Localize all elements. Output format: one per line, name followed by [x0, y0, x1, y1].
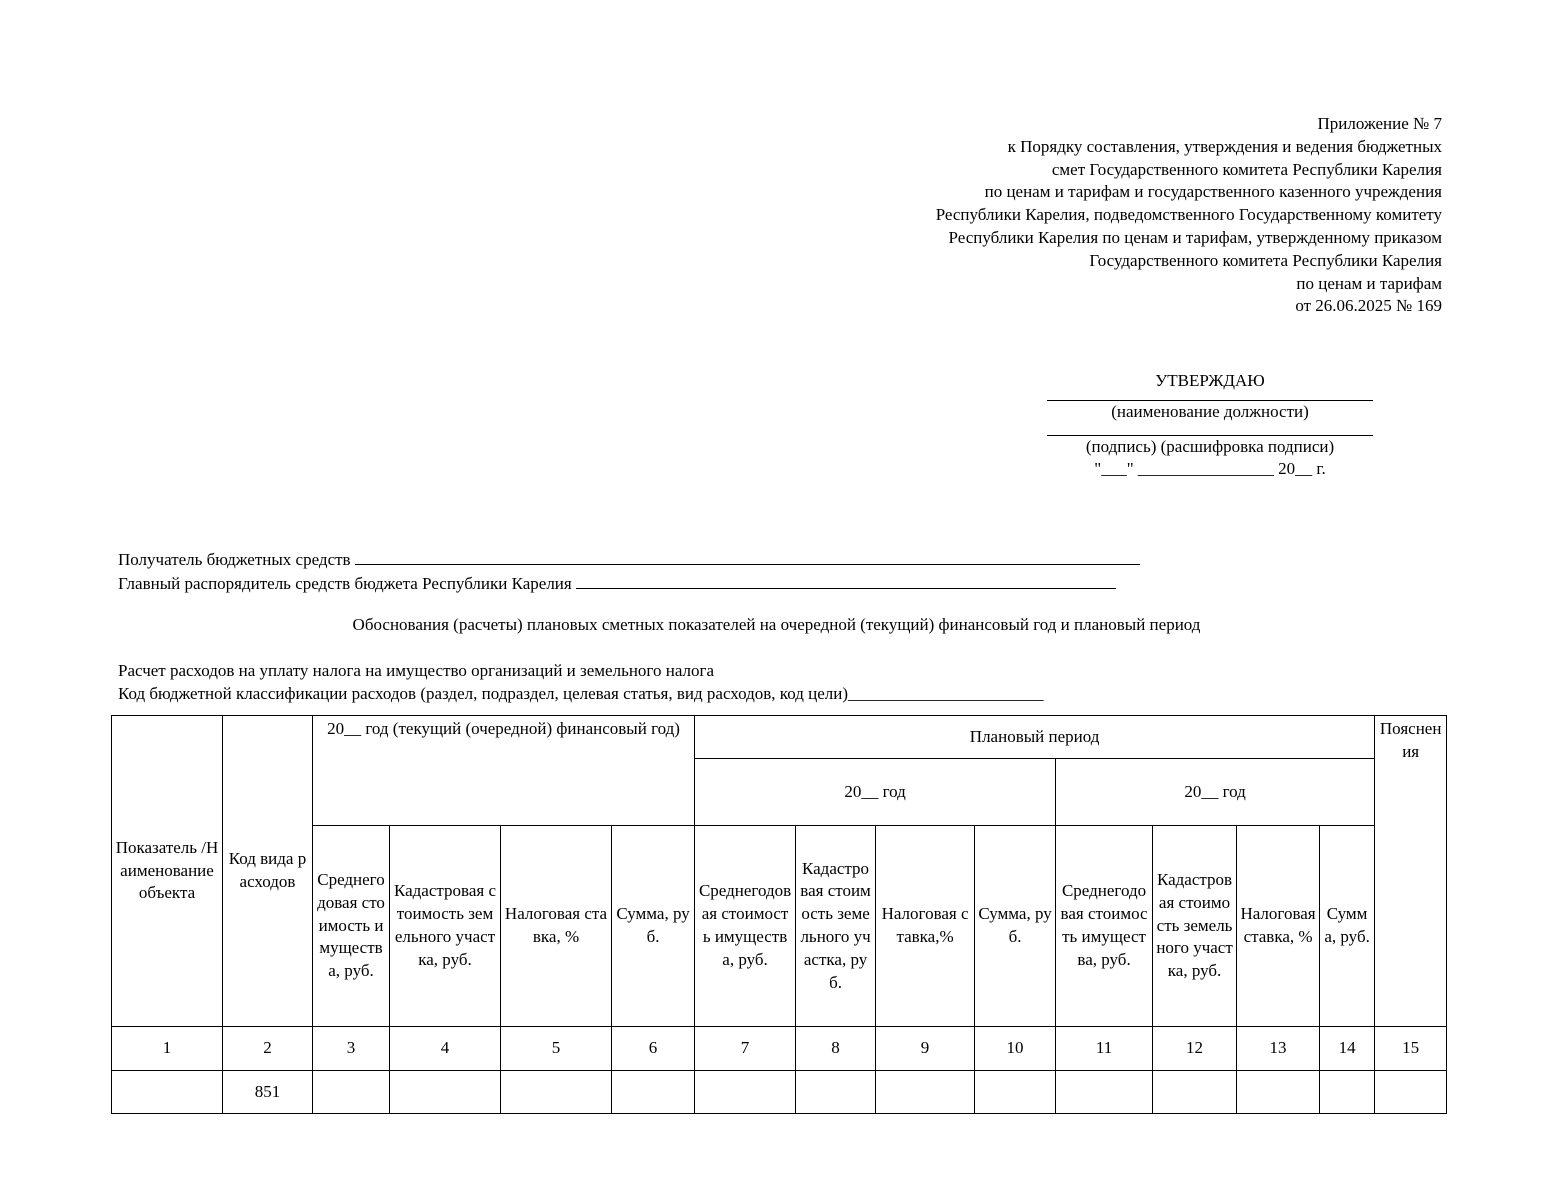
header-indicator: Показатель /Наименование объекта — [112, 716, 223, 1027]
header-notes: Пояснения — [1375, 716, 1447, 1027]
table-cell[interactable] — [612, 1071, 695, 1114]
chief-manager-label: Главный распорядитель средств бюджета Республики Карелия — [118, 573, 572, 593]
calculation-block — [118, 660, 1044, 705]
budget-recipient-label: Получатель бюджетных средств — [118, 550, 351, 569]
column-number: 4 — [390, 1027, 501, 1071]
table-cell[interactable] — [1237, 1071, 1320, 1114]
appendix-line: к Порядку составления, утверждения и ведения бюджетных — [1007, 136, 1442, 156]
appendix-line: от 26.06.2025 № 169 — [1295, 296, 1442, 316]
budget-recipient-row — [118, 548, 1140, 572]
column-number: 2 — [223, 1027, 313, 1071]
col-cadastral-value: Кадастровая стоимость земельного участка, руб. — [390, 826, 501, 1027]
table-cell[interactable] — [876, 1071, 975, 1114]
appendix-line: Приложение № 7 — [1317, 114, 1442, 133]
col-cadastral-value: Кадастровая стоимость земельного участка, руб. — [1153, 826, 1237, 1027]
table-cell[interactable] — [1320, 1071, 1375, 1114]
appendix-line: Государственного комитета Республики Карелия — [1089, 250, 1442, 270]
column-number: 13 — [1237, 1027, 1320, 1071]
approval-date: "___" ________________ 20__ г. — [1094, 459, 1326, 478]
column-number: 9 — [876, 1027, 975, 1071]
recipient-block — [118, 548, 1140, 595]
appendix-line: Республики Карелия, подведомственного Государственному комитету — [935, 205, 1442, 225]
table-cell[interactable] — [1153, 1071, 1237, 1114]
column-number: 3 — [313, 1027, 390, 1071]
table-cell[interactable] — [796, 1071, 876, 1114]
table-cell[interactable] — [501, 1071, 612, 1114]
appendix-line: смет Государственного комитета Республики Карелия — [1051, 159, 1442, 179]
table-cell[interactable]: 851 — [223, 1071, 313, 1114]
column-number-row — [112, 1027, 1447, 1071]
appendix-line: по ценам и тарифам — [1296, 273, 1442, 293]
appendix-line: Республики Карелия по ценам и тарифам, утвержденному приказом — [948, 227, 1442, 247]
col-sum: Сумма, руб. — [975, 826, 1056, 1027]
header-year-3: 20__ год — [1056, 759, 1375, 826]
kbk-label: Код бюджетной классификации расходов (раздел, подраздел, целевая статья, вид расходов, код цели)_______________________ — [118, 683, 1044, 703]
col-avg-property-value: Среднегодовая стоимость имущества, руб. — [1056, 826, 1153, 1027]
column-number: 6 — [612, 1027, 695, 1071]
column-number: 1 — [112, 1027, 223, 1071]
header-current-year: 20__ год (текущий (очередной) финансовый год) — [313, 716, 695, 826]
budget-recipient-field[interactable] — [355, 548, 1140, 565]
column-number: 12 — [1153, 1027, 1237, 1071]
table-row — [112, 1071, 1447, 1114]
table-cell[interactable] — [390, 1071, 501, 1114]
table-cell[interactable] — [1056, 1071, 1153, 1114]
column-number: 14 — [1320, 1027, 1375, 1071]
col-cadastral-value: Кадастровая стоимость земельного участка, руб. — [796, 826, 876, 1027]
appendix-block — [936, 113, 1442, 318]
col-avg-property-value: Среднегодовая стоимость имущества, руб. — [695, 826, 796, 1027]
approval-block — [1047, 370, 1373, 480]
calculation-table — [111, 715, 1447, 1114]
col-tax-rate: Налоговая ставка, % — [501, 826, 612, 1027]
header-year-2: 20__ год — [695, 759, 1056, 826]
column-number: 10 — [975, 1027, 1056, 1071]
approval-title: УТВЕРЖДАЮ — [1155, 371, 1265, 390]
column-number: 7 — [695, 1027, 796, 1071]
column-number: 5 — [501, 1027, 612, 1071]
column-number: 15 — [1375, 1027, 1447, 1071]
chief-manager-field[interactable] — [576, 572, 1116, 589]
col-avg-property-value: Среднегодовая стоимость имущества, руб. — [313, 826, 390, 1027]
appendix-line: по ценам и тарифам и государственного казенного учреждения — [984, 182, 1442, 202]
col-tax-rate: Налоговая ставка,% — [876, 826, 975, 1027]
table-cell[interactable] — [1375, 1071, 1447, 1114]
table-cell[interactable] — [112, 1071, 223, 1114]
table-cell[interactable] — [695, 1071, 796, 1114]
table-cell[interactable] — [975, 1071, 1056, 1114]
header-planning-period: Плановый период — [695, 716, 1375, 759]
col-sum: Сумма, руб. — [1320, 826, 1375, 1027]
header-code: Код вида расходов — [223, 716, 313, 1027]
calculation-title: Расчет расходов на уплату налога на имущество организаций и земельного налога — [118, 661, 715, 680]
table-cell[interactable] — [313, 1071, 390, 1114]
column-number: 11 — [1056, 1027, 1153, 1071]
signature-caption: (подпись) (расшифровка подписи) — [1085, 437, 1335, 456]
position-caption: (наименование должности) — [1111, 402, 1309, 421]
chief-manager-row — [118, 572, 1140, 596]
col-sum: Сумма, руб. — [612, 826, 695, 1027]
col-tax-rate: Налоговая ставка, % — [1237, 826, 1320, 1027]
column-number: 8 — [796, 1027, 876, 1071]
document-heading: Обоснования (расчеты) плановых сметных показателей на очередной (текущий) финансовый год и плановый период — [352, 615, 1201, 634]
